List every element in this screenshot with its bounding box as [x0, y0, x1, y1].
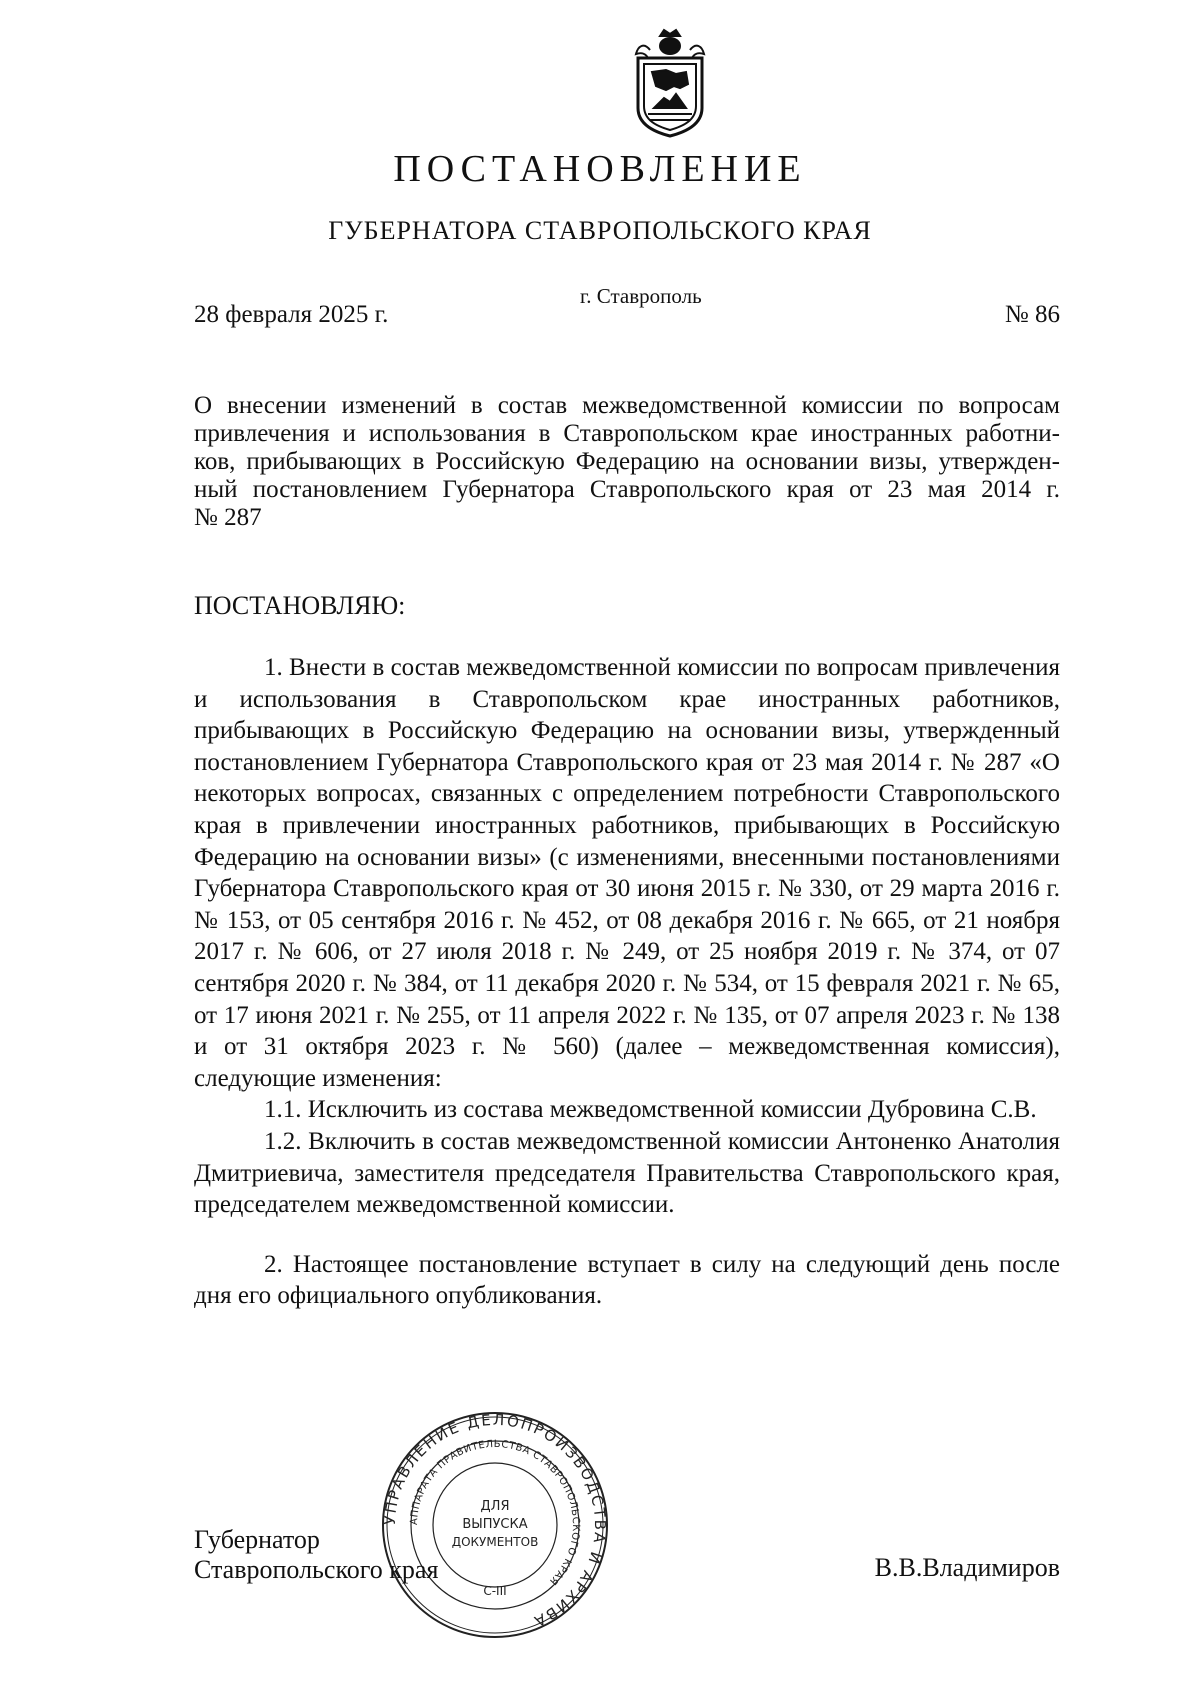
subject-line: О внесении изменений в состав межведомственной комиссии по вопросам: [194, 392, 1060, 419]
signature-title: [194, 1525, 438, 1585]
resolve-heading: ПОСТАНОВЛЯЮ:: [194, 591, 406, 620]
stamp-center-line: ВЫПУСКА: [462, 1517, 528, 1532]
coat-of-arms-icon: [630, 28, 710, 138]
document-subject: [194, 392, 1060, 532]
stamp-center-line: ДЛЯ: [480, 1499, 510, 1514]
subject-line: привлечения и использования в Ставропольском крае иностранных работни-: [194, 420, 1060, 447]
signature-name: В.В.Владимиров: [874, 1553, 1060, 1582]
stamp-middle-text: АППАРАТА ПРАВИТЕЛЬСТВА СТАВРОПОЛЬСКОГО КРАЯ: [408, 1438, 582, 1587]
document-number: № 86: [1004, 301, 1060, 328]
document-city: г. Ставрополь: [580, 284, 702, 308]
signature-title-line: Ставропольского края: [194, 1555, 439, 1584]
stamp-outer-text: УПРАВЛЕНИЕ ДЕЛОПРОИЗВОДСТВА И АРХИВА: [380, 1410, 610, 1631]
paragraph-1: 1. Внести в состав межведомственной комиссии по вопросам привлечения и использования в Ставропольском крае иностранных работников, прибывающих в Российскую Федерацию на основании визы, утвержденный постановлением Губернатора Ставропольского края от 23 мая 2014 г. № 287 «О некоторых вопросах, связанных с определением потребности Ставропольского края в привлечении иностранных работников, прибывающих в Российскую Федерацию на основании визы» (с изменениями, внесенными постановлениями Губернатора Ставропольского края от 30 июня 2015 г. № 330, от 29 марта 2016 г. № 153, от 05 сентября 2016 г. № 452, от 08 декабря 2016 г. № 665, от 21 ноября 2017 г. № 606, от 27 июля 2018 г. № 249, от 25 ноября 2019 г. № 374, от 07 сентября 2020 г. № 384, от 11 декабря 2020 г. № 534, от 15 февраля 2021 г. № 65, от 17 июня 2021 г. № 255, от 11 апреля 2022 г. № 135, от 07 апреля 2023 г. № 138 и от 31 октября 2023 г. № 560) (далее – межведомственная комиссия), следующие изменения:: [194, 654, 1060, 1092]
paragraph-2: 2. Настоящее постановление вступает в силу на следующий день после дня его официального опубликования.: [194, 1250, 1060, 1310]
paragraph-1-2: 1.2. Включить в состав межведомственной комиссии Антоненко Анатолия Дмитриевича, заместителя председателя Правительства Ставропольского края, председателем межведомственной комиссии.: [194, 1127, 1060, 1219]
document-subtitle: ГУБЕРНАТОРА СТАВРОПОЛЬСКОГО КРАЯ: [328, 216, 872, 245]
subject-line: ный постановлением Губернатора Ставропольского края от 23 мая 2014 г.: [194, 476, 1060, 503]
stamp-center-line: ДОКУМЕНТОВ: [451, 1535, 539, 1549]
subject-line: ков, прибывающих в Российскую Федерацию на основании визы, утвержден-: [194, 448, 1060, 475]
document-title: ПОСТАНОВЛЕНИЕ: [393, 148, 807, 190]
stamp-code: С-III: [483, 1584, 507, 1598]
document-body: [194, 652, 1060, 1312]
signature-title-line: Губернатор: [194, 1525, 320, 1554]
subject-line: № 287: [194, 504, 262, 531]
document-date: 28 февраля 2025 г.: [194, 301, 389, 328]
paragraph-1-1: 1.1. Исключить из состава межведомственной комиссии Дубровина С.В.: [264, 1096, 1037, 1124]
